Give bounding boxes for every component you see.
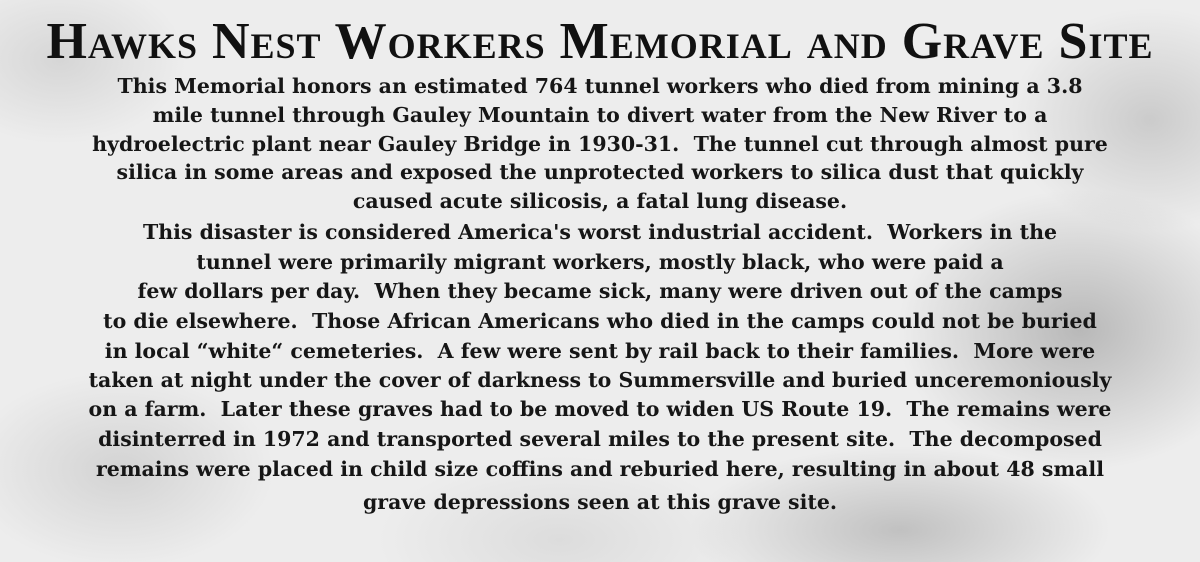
plaque-text-line: This Memorial honors an estimated 764 tunnel workers who died from mining a 3.8 [117, 74, 1083, 98]
plaque-text-line: disinterred in 1972 and transported several miles to the present site. The decomposed [98, 427, 1102, 451]
plaque-text-line: tunnel were primarily migrant workers, mostly black, who were paid a [196, 250, 1004, 274]
plaque-text-line: few dollars per day. When they became sick, many were driven out of the camps [137, 279, 1063, 303]
plaque-text-line: in local “white“ cemeteries. A few were sent by rail back to their families. More were [104, 339, 1096, 363]
plaque-text-line: remains were placed in child size coffins and reburied here, resulting in about 48 small [95, 457, 1105, 481]
plaque-text-line: on a farm. Later these graves had to be moved to widen US Route 19. The remains were [88, 397, 1112, 421]
plaque-text-line: to die elsewhere. Those African Americans who died in the camps could not be buried [103, 309, 1097, 333]
plaque-title: Hawks Nest Workers Memorial and Grave Site [46, 13, 1154, 70]
plaque-text-line: silica in some areas and exposed the unprotected workers to silica dust that quickly [116, 160, 1084, 184]
plaque-text-line: mile tunnel through Gauley Mountain to divert water from the New River to a [152, 103, 1048, 127]
plaque-text-line: This disaster is considered America's worst industrial accident. Workers in the [142, 220, 1058, 244]
plaque-text-line: hydroelectric plant near Gauley Bridge in 1930-31. The tunnel cut through almost pure [92, 132, 1108, 156]
plaque-text-line: caused acute silicosis, a fatal lung disease. [352, 189, 848, 213]
plaque-text-line: taken at night under the cover of darkness to Summersville and buried unceremoniously [88, 368, 1112, 392]
plaque-text-line: grave depressions seen at this grave site. [362, 490, 838, 514]
